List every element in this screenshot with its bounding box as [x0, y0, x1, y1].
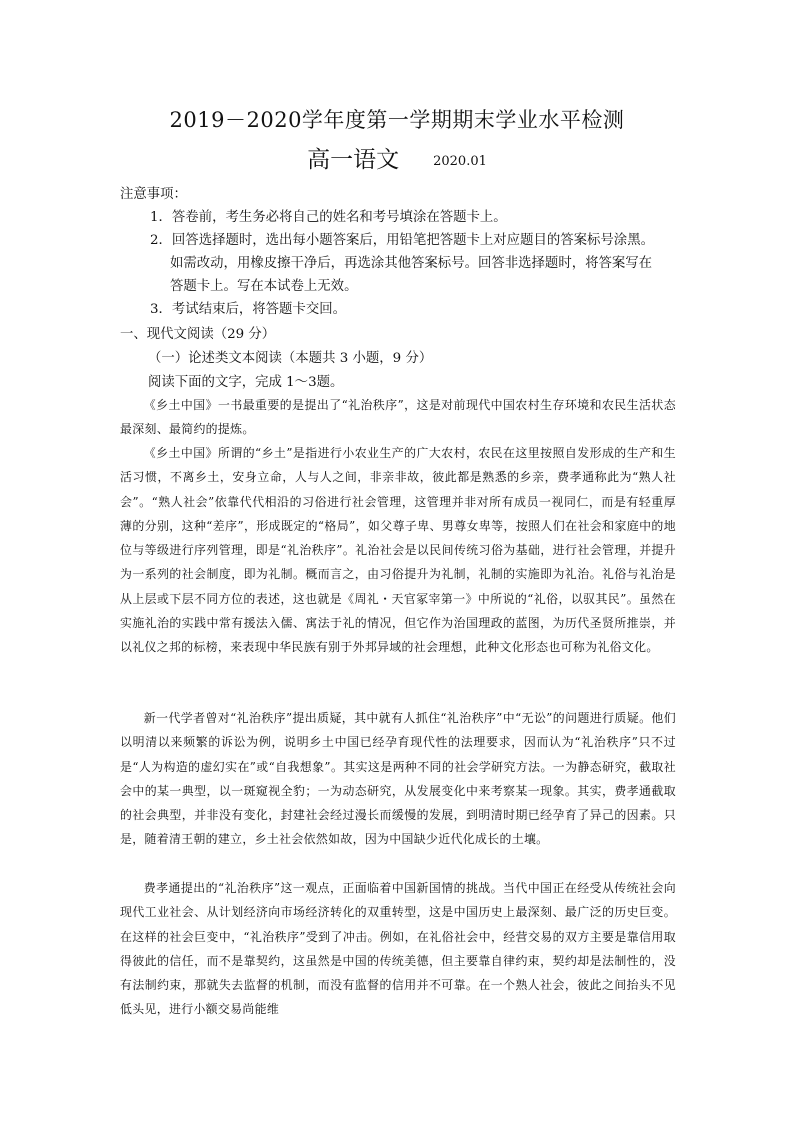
reading-instruction: 阅读下面的文字，完成 1～3题。	[148, 375, 344, 390]
exam-date: 2020.01	[433, 154, 487, 169]
notice-item-2-line-2: 如需改动，用橡皮擦干净后，再选涂其他答案标号。回答非选择题时，将答案写在	[170, 256, 653, 271]
subject-name: 高一语文	[307, 147, 400, 173]
article-paragraph-1: 《乡土中国》一书最重要的是提出了“礼治秩序”，这是对前现代中国农村生存环境和农民生活状态最深刻、最简约的提炼。	[120, 398, 676, 437]
notice-item-2-line-3: 答题卡上。写在本试卷上无效。	[170, 279, 358, 294]
notice-heading: 注意事项：	[120, 187, 187, 202]
article-paragraph-3: 新一代学者曾对“礼治秩序”提出质疑，其中就有人抓住“礼治秩序”中“无讼”的问题进行质疑。他们以明清以来频繁的诉讼为例，说明乡土中国已经孕育现代性的法理要求，因而认为“礼治秩序”只不过是“人为构造的虚幻实在”或“自我想象”。其实这是两种不同的社会学研究方法。一为静态研究，截取社会中的某一典型，以一斑窥视全豹；一为动态研究，从发展变化中来考察某一现象。其实，费孝通截取的社会典型，并非没有变化，封建社会经过漫长而缓慢的发展，到明清时期已经孕育了异己的因素。只是，随着清王朝的建立，乡土社会依然如故，因为中国缺少近代化成长的土壤。	[120, 711, 676, 847]
article-paragraph-4: 费孝通提出的“礼治秩序”这一观点，正面临着中国新国情的挑战。当代中国正在经受从传统社会向现代工业社会、从计划经济向市场经济转化的双重转型，这是中国历史上最深刻、最广泛的历史巨变。在这样的社会巨变中，“礼治秩序”受到了冲击。例如，在礼俗社会中，经营交易的双方主要是靠信用取得彼此的信任，而不是靠契约，这虽然是中国的传统美德，但主要靠自律约束，契约却是法制性的，没有法制约束，那就失去监督的机制，而没有监督的信用并不可靠。在一个熟人社会，彼此之间抬头不见低头见，进行小额交易尚能维	[120, 881, 676, 1017]
notice-item-1: 1．答卷前，考生务必将自己的姓名和考号填涂在答题卡上。	[150, 210, 507, 225]
section-heading: 一、现代文阅读（29 分）	[120, 327, 276, 342]
article-paragraph-2: 《乡土中国》所谓的“乡土”是指进行小农业生产的广大农村，农民在这里按照自发形成的生产和生活习惯，不离乡土，安身立命，人与人之间，非亲非故，彼此都是熟悉的乡亲，费孝通称此为“熟人社会”。“熟人社会”依靠代代相沿的习俗进行社会管理，这管理并非对所有成员一视同仁，而是有轻重厚薄的分别，这种“差序”，形成既定的“格局”，如父尊子卑、男尊女卑等，按照人们在社会和家庭中的地位与等级进行序列管理，即是“礼治秩序”。礼治社会是以民间传统习俗为基础，进行社会管理，并提升为一系列的社会制度，即为礼制。概而言之，由习俗提升为礼制，礼制的实施即为礼治。礼俗与礼治是从上层或下层不同方位的表述，这也就是《周礼・天官冢宰第一》中所说的“礼俗，以驭其民”。虽然在实施礼治的实践中常有援法入儒、寓法于礼的情况，但它作为治国理政的蓝图，为历代圣贤所推崇，并以礼仪之邦的标榜，来表现中华民族有别于外邦异域的社会理想，此种文化形态也可称为礼俗文化。	[120, 446, 676, 655]
notice-item-3: 3．考试结束后，将答题卡交回。	[150, 302, 346, 317]
exam-title: 2019－2020学年度第一学期期末学业水平检测	[169, 108, 625, 132]
section-subheading: （一）论述类文本阅读（本题共 3 小题，9 分）	[148, 351, 433, 366]
notice-item-2-line-1: 2．回答选择题时，选出每小题答案后，用铅笔把答题卡上对应题目的答案标号涂黑。	[150, 233, 654, 248]
exam-subtitle	[0, 141, 794, 174]
